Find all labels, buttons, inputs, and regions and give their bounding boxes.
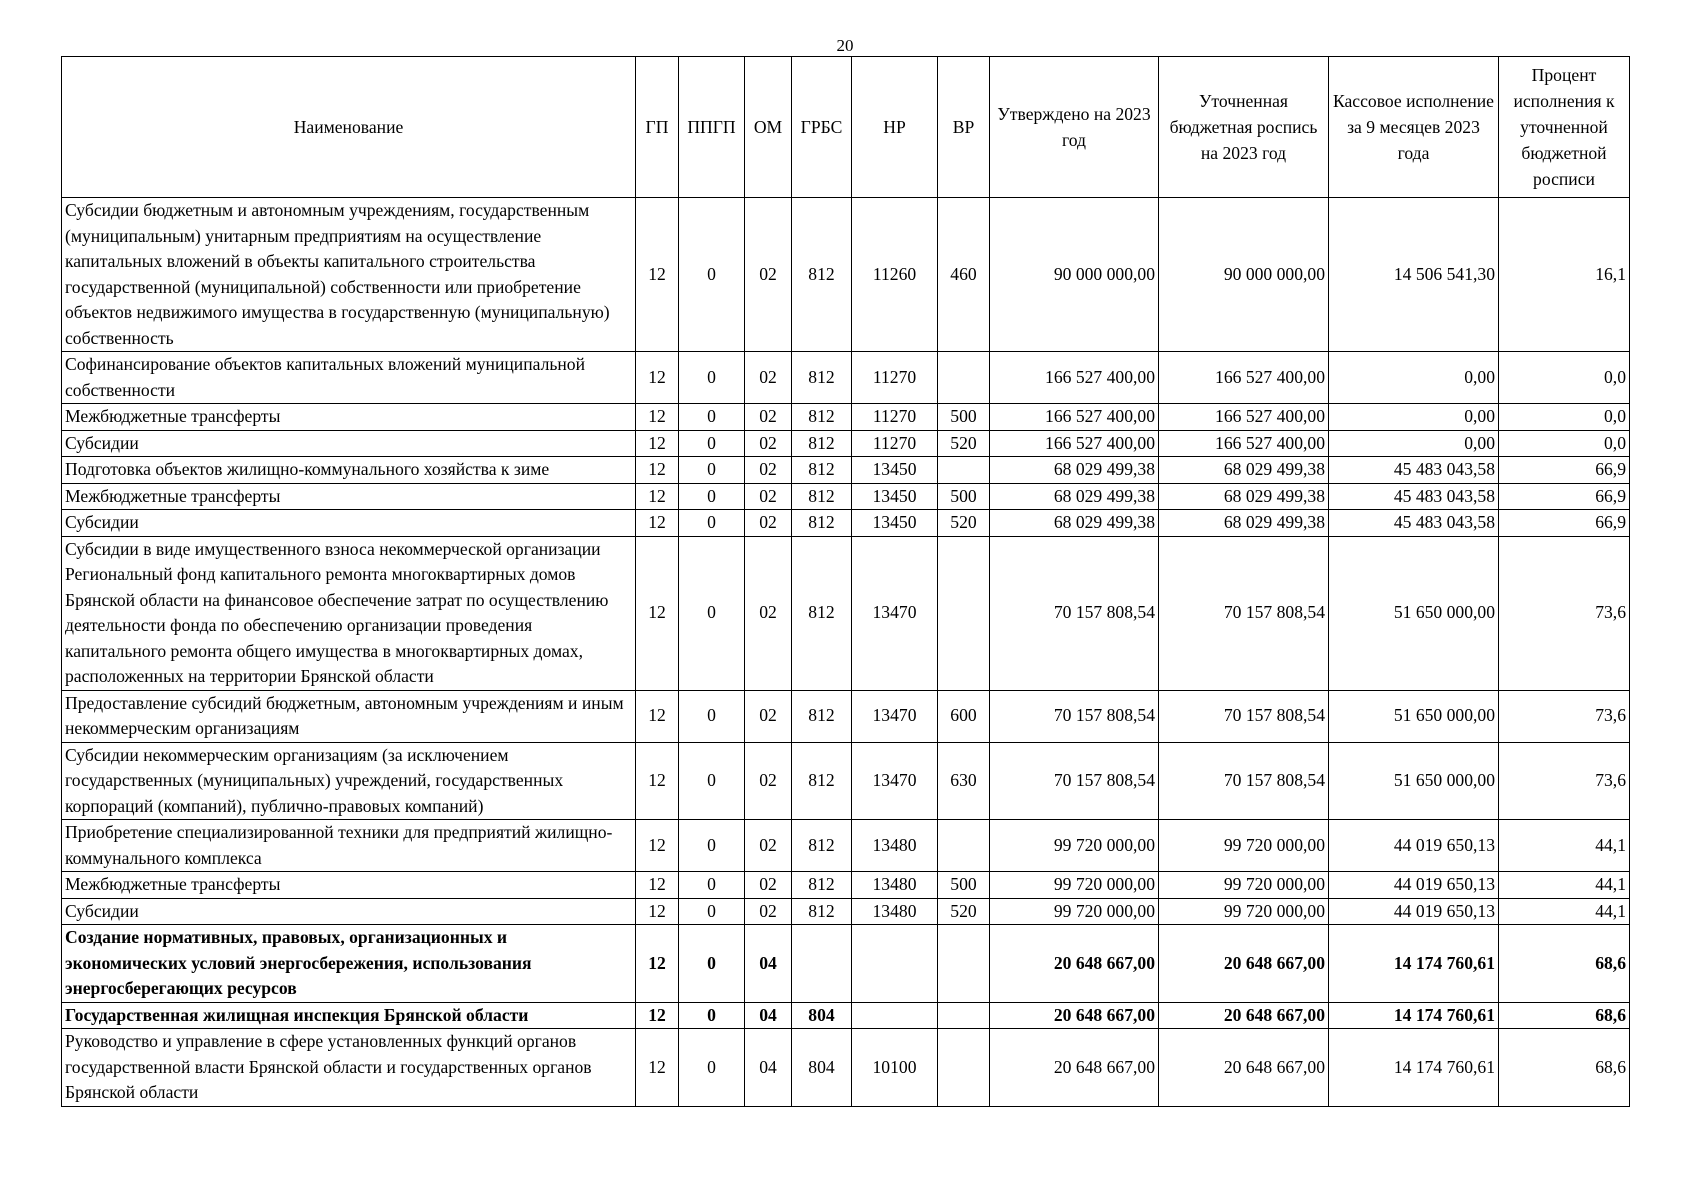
header-om: ОМ <box>745 57 792 198</box>
cell-grbs: 812 <box>792 198 852 352</box>
cell-approved: 68 029 499,38 <box>990 510 1159 537</box>
cell-percent: 0,0 <box>1499 430 1630 457</box>
cell-vr: 520 <box>938 898 990 925</box>
cell-ppgp: 0 <box>679 352 745 404</box>
cell-ppgp: 0 <box>679 925 745 1003</box>
cell-cash: 14 506 541,30 <box>1329 198 1499 352</box>
cell-name: Создание нормативных, правовых, организационных и экономических условий энергосбережения, использования энергосберегающих ресурсов <box>62 925 636 1003</box>
header-np: НР <box>852 57 938 198</box>
page-number: 20 <box>836 36 854 55</box>
table-row <box>62 872 1630 899</box>
cell-cash: 51 650 000,00 <box>1329 690 1499 742</box>
cell-refined: 99 720 000,00 <box>1159 820 1329 872</box>
cell-grbs: 804 <box>792 1029 852 1107</box>
cell-name: Субсидии в виде имущественного взноса некоммерческой организации Региональный фонд капитального ремонта многоквартирных домов Брянской области на финансовое обеспечение затрат по осуществлению деятельности фонда по обеспечению организации проведения капитального ремонта общего имущества в многоквартирных домах, расположенных на территории Брянской области <box>62 536 636 690</box>
header-gp: ГП <box>636 57 679 198</box>
header-ppgp: ППГП <box>679 57 745 198</box>
cell-ppgp: 0 <box>679 742 745 820</box>
cell-np: 13450 <box>852 510 938 537</box>
cell-percent: 73,6 <box>1499 690 1630 742</box>
table-row <box>62 820 1630 872</box>
cell-grbs: 812 <box>792 430 852 457</box>
cell-grbs: 812 <box>792 690 852 742</box>
cell-vr: 600 <box>938 690 990 742</box>
header-grbs: ГРБС <box>792 57 852 198</box>
cell-name: Межбюджетные трансферты <box>62 404 636 431</box>
cell-gp: 12 <box>636 1002 679 1029</box>
cell-np: 11270 <box>852 352 938 404</box>
cell-om: 04 <box>745 925 792 1003</box>
cell-cash: 0,00 <box>1329 404 1499 431</box>
cell-gp: 12 <box>636 690 679 742</box>
cell-refined: 68 029 499,38 <box>1159 510 1329 537</box>
cell-gp: 12 <box>636 925 679 1003</box>
cell-grbs: 812 <box>792 742 852 820</box>
table-row <box>62 430 1630 457</box>
cell-om: 02 <box>745 430 792 457</box>
header-percent: Процент исполнения к уточненной бюджетной росписи <box>1499 57 1630 198</box>
cell-np: 13470 <box>852 690 938 742</box>
cell-om: 02 <box>745 872 792 899</box>
table-row <box>62 690 1630 742</box>
cell-grbs: 812 <box>792 483 852 510</box>
cell-om: 04 <box>745 1002 792 1029</box>
cell-refined: 99 720 000,00 <box>1159 898 1329 925</box>
cell-cash: 45 483 043,58 <box>1329 483 1499 510</box>
cell-approved: 70 157 808,54 <box>990 690 1159 742</box>
cell-np: 13450 <box>852 457 938 484</box>
cell-om: 04 <box>745 1029 792 1107</box>
cell-name: Субсидии бюджетным и автономным учреждениям, государственным (муниципальным) унитарным предприятиям на осуществление капитальных вложений в объекты капитального строительства государственной (муниципальной) собственности или приобретение объектов недвижимого имущества в государственную (муниципальную) собственность <box>62 198 636 352</box>
cell-gp: 12 <box>636 872 679 899</box>
cell-gp: 12 <box>636 536 679 690</box>
cell-percent: 68,6 <box>1499 925 1630 1003</box>
cell-percent: 68,6 <box>1499 1002 1630 1029</box>
cell-np: 13470 <box>852 742 938 820</box>
cell-grbs: 812 <box>792 898 852 925</box>
cell-cash: 51 650 000,00 <box>1329 742 1499 820</box>
cell-grbs: 812 <box>792 820 852 872</box>
table-row <box>62 925 1630 1003</box>
cell-om: 02 <box>745 404 792 431</box>
cell-cash: 45 483 043,58 <box>1329 457 1499 484</box>
cell-percent: 68,6 <box>1499 1029 1630 1107</box>
cell-vr <box>938 925 990 1003</box>
cell-grbs: 804 <box>792 1002 852 1029</box>
cell-grbs: 812 <box>792 457 852 484</box>
cell-percent: 16,1 <box>1499 198 1630 352</box>
cell-refined: 68 029 499,38 <box>1159 457 1329 484</box>
cell-vr: 520 <box>938 430 990 457</box>
cell-cash: 51 650 000,00 <box>1329 536 1499 690</box>
cell-vr: 520 <box>938 510 990 537</box>
cell-ppgp: 0 <box>679 872 745 899</box>
cell-name: Приобретение специализированной техники для предприятий жилищно-коммунального комплекса <box>62 820 636 872</box>
cell-vr <box>938 1029 990 1107</box>
cell-np: 10100 <box>852 1029 938 1107</box>
table-header-row <box>62 57 1630 198</box>
cell-om: 02 <box>745 690 792 742</box>
cell-cash: 14 174 760,61 <box>1329 1029 1499 1107</box>
cell-np: 13470 <box>852 536 938 690</box>
cell-ppgp: 0 <box>679 483 745 510</box>
cell-percent: 0,0 <box>1499 404 1630 431</box>
cell-refined: 68 029 499,38 <box>1159 483 1329 510</box>
cell-cash: 14 174 760,61 <box>1329 925 1499 1003</box>
header-vr: ВР <box>938 57 990 198</box>
table-row <box>62 898 1630 925</box>
cell-percent: 0,0 <box>1499 352 1630 404</box>
cell-refined: 20 648 667,00 <box>1159 1002 1329 1029</box>
cell-name: Субсидии <box>62 898 636 925</box>
cell-gp: 12 <box>636 820 679 872</box>
cell-vr: 500 <box>938 872 990 899</box>
cell-refined: 70 157 808,54 <box>1159 690 1329 742</box>
cell-cash: 44 019 650,13 <box>1329 872 1499 899</box>
cell-ppgp: 0 <box>679 1002 745 1029</box>
cell-approved: 166 527 400,00 <box>990 430 1159 457</box>
table-row <box>62 483 1630 510</box>
cell-cash: 44 019 650,13 <box>1329 820 1499 872</box>
cell-refined: 99 720 000,00 <box>1159 872 1329 899</box>
cell-vr <box>938 536 990 690</box>
cell-approved: 70 157 808,54 <box>990 742 1159 820</box>
cell-vr: 630 <box>938 742 990 820</box>
cell-vr <box>938 820 990 872</box>
table-row <box>62 198 1630 352</box>
cell-gp: 12 <box>636 898 679 925</box>
cell-name: Подготовка объектов жилищно-коммунального хозяйства к зиме <box>62 457 636 484</box>
table-row <box>62 1029 1630 1107</box>
cell-vr <box>938 457 990 484</box>
cell-np: 11260 <box>852 198 938 352</box>
cell-name: Субсидии <box>62 430 636 457</box>
cell-approved: 99 720 000,00 <box>990 898 1159 925</box>
cell-om: 02 <box>745 198 792 352</box>
cell-refined: 70 157 808,54 <box>1159 536 1329 690</box>
cell-np: 13480 <box>852 820 938 872</box>
cell-name: Софинансирование объектов капитальных вложений муниципальной собственности <box>62 352 636 404</box>
cell-ppgp: 0 <box>679 536 745 690</box>
header-refined: Уточненная бюджетная роспись на 2023 год <box>1159 57 1329 198</box>
cell-ppgp: 0 <box>679 430 745 457</box>
cell-percent: 44,1 <box>1499 872 1630 899</box>
cell-cash: 44 019 650,13 <box>1329 898 1499 925</box>
cell-percent: 44,1 <box>1499 820 1630 872</box>
cell-ppgp: 0 <box>679 510 745 537</box>
cell-grbs: 812 <box>792 352 852 404</box>
cell-vr: 500 <box>938 483 990 510</box>
cell-approved: 20 648 667,00 <box>990 1029 1159 1107</box>
table-row <box>62 404 1630 431</box>
cell-gp: 12 <box>636 742 679 820</box>
cell-grbs: 812 <box>792 872 852 899</box>
cell-approved: 166 527 400,00 <box>990 404 1159 431</box>
table-row <box>62 742 1630 820</box>
header-approved: Утверждено на 2023 год <box>990 57 1159 198</box>
cell-ppgp: 0 <box>679 198 745 352</box>
cell-refined: 70 157 808,54 <box>1159 742 1329 820</box>
cell-name: Субсидии некоммерческим организациям (за исключением государственных (муниципальных) учреждений, государственных корпораций (компаний), публично-правовых компаний) <box>62 742 636 820</box>
cell-gp: 12 <box>636 457 679 484</box>
cell-np: 11270 <box>852 430 938 457</box>
cell-percent: 66,9 <box>1499 457 1630 484</box>
cell-name: Государственная жилищная инспекция Брянской области <box>62 1002 636 1029</box>
cell-gp: 12 <box>636 483 679 510</box>
cell-om: 02 <box>745 536 792 690</box>
cell-name: Предоставление субсидий бюджетным, автономным учреждениям и иным некоммерческим организациям <box>62 690 636 742</box>
cell-approved: 166 527 400,00 <box>990 352 1159 404</box>
cell-percent: 73,6 <box>1499 742 1630 820</box>
cell-gp: 12 <box>636 430 679 457</box>
cell-vr: 460 <box>938 198 990 352</box>
cell-ppgp: 0 <box>679 898 745 925</box>
cell-percent: 66,9 <box>1499 510 1630 537</box>
cell-gp: 12 <box>636 510 679 537</box>
cell-np: 13450 <box>852 483 938 510</box>
cell-grbs: 812 <box>792 510 852 537</box>
cell-np <box>852 925 938 1003</box>
cell-np: 13480 <box>852 872 938 899</box>
cell-percent: 73,6 <box>1499 536 1630 690</box>
cell-om: 02 <box>745 742 792 820</box>
table-row <box>62 457 1630 484</box>
cell-np: 11270 <box>852 404 938 431</box>
cell-approved: 20 648 667,00 <box>990 1002 1159 1029</box>
cell-np <box>852 1002 938 1029</box>
cell-om: 02 <box>745 352 792 404</box>
cell-ppgp: 0 <box>679 457 745 484</box>
cell-percent: 44,1 <box>1499 898 1630 925</box>
cell-approved: 68 029 499,38 <box>990 457 1159 484</box>
cell-om: 02 <box>745 457 792 484</box>
cell-grbs: 812 <box>792 536 852 690</box>
cell-name: Межбюджетные трансферты <box>62 872 636 899</box>
cell-gp: 12 <box>636 352 679 404</box>
cell-cash: 0,00 <box>1329 352 1499 404</box>
cell-cash: 14 174 760,61 <box>1329 1002 1499 1029</box>
table-row <box>62 352 1630 404</box>
cell-cash: 0,00 <box>1329 430 1499 457</box>
cell-refined: 166 527 400,00 <box>1159 430 1329 457</box>
cell-name: Субсидии <box>62 510 636 537</box>
cell-ppgp: 0 <box>679 820 745 872</box>
cell-ppgp: 0 <box>679 404 745 431</box>
cell-approved: 20 648 667,00 <box>990 925 1159 1003</box>
cell-ppgp: 0 <box>679 1029 745 1107</box>
cell-cash: 45 483 043,58 <box>1329 510 1499 537</box>
budget-table <box>61 56 1630 1107</box>
cell-approved: 70 157 808,54 <box>990 536 1159 690</box>
cell-refined: 90 000 000,00 <box>1159 198 1329 352</box>
table-row <box>62 1002 1630 1029</box>
table-row <box>62 536 1630 690</box>
cell-grbs <box>792 925 852 1003</box>
cell-refined: 20 648 667,00 <box>1159 925 1329 1003</box>
header-name: Наименование <box>62 57 636 198</box>
cell-ppgp: 0 <box>679 690 745 742</box>
cell-om: 02 <box>745 898 792 925</box>
cell-np: 13480 <box>852 898 938 925</box>
cell-vr <box>938 352 990 404</box>
cell-gp: 12 <box>636 1029 679 1107</box>
cell-name: Межбюджетные трансферты <box>62 483 636 510</box>
cell-om: 02 <box>745 820 792 872</box>
cell-grbs: 812 <box>792 404 852 431</box>
cell-gp: 12 <box>636 198 679 352</box>
cell-vr: 500 <box>938 404 990 431</box>
cell-vr <box>938 1002 990 1029</box>
cell-percent: 66,9 <box>1499 483 1630 510</box>
cell-approved: 68 029 499,38 <box>990 483 1159 510</box>
cell-refined: 166 527 400,00 <box>1159 404 1329 431</box>
cell-om: 02 <box>745 510 792 537</box>
cell-approved: 99 720 000,00 <box>990 872 1159 899</box>
header-cash: Кассовое исполнение за 9 месяцев 2023 года <box>1329 57 1499 198</box>
table-row <box>62 510 1630 537</box>
cell-refined: 166 527 400,00 <box>1159 352 1329 404</box>
cell-name: Руководство и управление в сфере установленных функций органов государственной власти Брянской области и государственных органов Брянской области <box>62 1029 636 1107</box>
cell-refined: 20 648 667,00 <box>1159 1029 1329 1107</box>
cell-approved: 90 000 000,00 <box>990 198 1159 352</box>
cell-approved: 99 720 000,00 <box>990 820 1159 872</box>
cell-gp: 12 <box>636 404 679 431</box>
cell-om: 02 <box>745 483 792 510</box>
